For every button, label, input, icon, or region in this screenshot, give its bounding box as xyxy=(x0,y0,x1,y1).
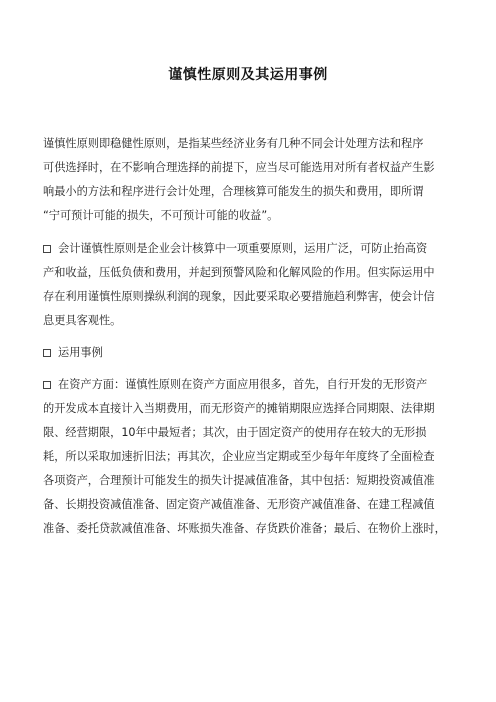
paragraph-line xyxy=(43,290,435,304)
line-text: 响最小的方法和程序进行会计处理，合理核算可能发生的损失和费用，即所谓 xyxy=(43,185,424,198)
line-text: 息更具客观性。 xyxy=(43,314,122,327)
paragraph-line xyxy=(43,402,435,416)
line-text: 运用事例 xyxy=(58,346,103,359)
paragraph-line xyxy=(43,314,121,328)
paragraph-line xyxy=(43,242,427,256)
line-text: 准备、委托贷款减值准备、坏账损失准备、存货跌价准备；最后、在物价上涨时， xyxy=(43,522,446,535)
paragraph-line xyxy=(43,137,423,151)
checkbox-icon xyxy=(43,245,51,253)
line-text: 耗，所以采取加速折旧法；再其次，企业应当定期或至少每年年度终了全面检查 xyxy=(43,450,435,463)
document-title: 谨慎性原则及其运用事例 xyxy=(168,67,328,83)
line-text: “宁可预计可能的损失，不可预计可能的收益”。 xyxy=(43,209,279,222)
paragraph-line xyxy=(43,266,435,280)
line-text: 可供选择时，在不影响合理选择的前提下，应当尽可能选用对所有者权益产生影 xyxy=(43,161,435,174)
line-text: 产和收益，压低负债和费用，并起到预警风险和化解风险的作用。但实际运用中 xyxy=(43,266,435,279)
line-text: 谨慎性原则即稳健性原则，是指某些经济业务有几种不同会计处理方法和程序 xyxy=(43,137,424,150)
line-text: 会计谨慎性原则是企业会计核算中一项重要原则，运用广泛，可防止抬高资 xyxy=(58,242,428,255)
line-text: 限、经营期限，10年中最短者；其次，由于固定资产的使用存在较大的无形损 xyxy=(43,426,427,439)
paragraph-line xyxy=(43,522,446,536)
paragraph-line xyxy=(43,474,435,488)
section-heading xyxy=(43,346,103,360)
paragraph-line xyxy=(43,450,435,464)
paragraph-line xyxy=(43,185,423,199)
line-text: 各项资产，合理预计可能发生的损失计提减值准备，其中包括：短期投资减值准 xyxy=(43,474,435,487)
line-text: 的开发成本直接计入当期费用，而无形资产的摊销期限应选择合同期限、法律期 xyxy=(43,402,435,415)
checkbox-icon xyxy=(43,349,51,357)
line-text: 存在利用谨慎性原则操纵利润的现象，因此要采取必要措施趋利弊害，使会计信 xyxy=(43,290,435,303)
line-text: 在资产方面：谨慎性原则在资产方面应用很多，首先，自行开发的无形资产 xyxy=(58,378,428,391)
paragraph-line xyxy=(43,498,435,512)
line-text: 备、长期投资减值准备、固定资产减值准备、无形资产减值准备、在建工程减值 xyxy=(43,498,435,511)
paragraph-line xyxy=(43,378,427,392)
paragraph-line xyxy=(43,161,435,175)
paragraph-line xyxy=(43,209,278,223)
paragraph-line xyxy=(43,426,426,440)
checkbox-icon xyxy=(43,381,51,389)
